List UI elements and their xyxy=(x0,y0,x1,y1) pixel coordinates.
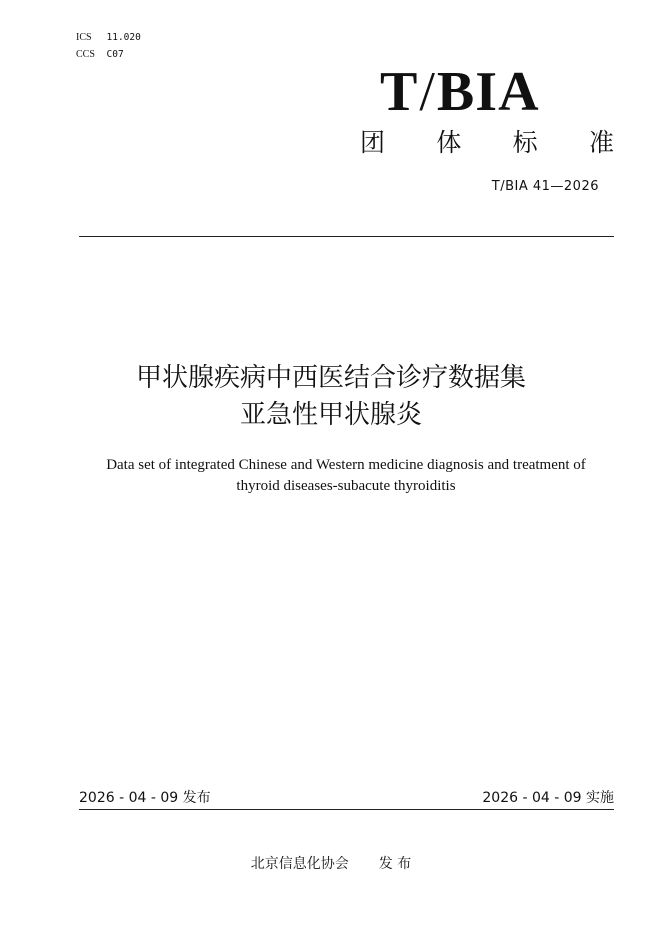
standard-type-char: 团 xyxy=(360,128,386,157)
english-title xyxy=(86,455,606,497)
chinese-title-line1: 甲状腺疾病中西医结合诊疗数据集 xyxy=(135,363,526,393)
publisher-line xyxy=(0,854,662,874)
publish-action: 发 布 xyxy=(378,856,412,872)
standard-type-char: 标 xyxy=(512,128,538,157)
issue-date: 2026 - 04 - 09 发布 xyxy=(79,790,211,806)
standard-number: T/BIA 41—2026 xyxy=(491,179,599,194)
tbia-logo xyxy=(380,62,600,122)
ics-value: 11.020 xyxy=(106,32,141,43)
english-title-line1: Data set of integrated Chinese and Western medicine diagnosis and treatment of xyxy=(106,457,586,473)
standard-type-char: 体 xyxy=(436,128,462,157)
logo-slash: / xyxy=(419,61,436,123)
ccs-value: C07 xyxy=(106,49,124,60)
footer-divider xyxy=(79,809,614,810)
logo-bia: BIA xyxy=(436,61,540,123)
standard-type-char: 准 xyxy=(588,128,614,157)
implement-date: 2026 - 04 - 09 实施 xyxy=(482,790,614,806)
chinese-title-line2: 亚急性甲状腺炎 xyxy=(239,400,422,430)
standard-type xyxy=(360,127,614,159)
ccs-label: CCS xyxy=(76,49,95,60)
logo-t: T xyxy=(380,61,419,123)
header-divider xyxy=(79,236,614,237)
ccs-code xyxy=(76,49,124,60)
publisher-name: 北京信息化协会 xyxy=(250,856,349,872)
english-title-line2: thyroid diseases-subacute thyroiditis xyxy=(236,478,456,494)
ics-label: ICS xyxy=(76,32,92,43)
ics-code xyxy=(76,32,141,43)
